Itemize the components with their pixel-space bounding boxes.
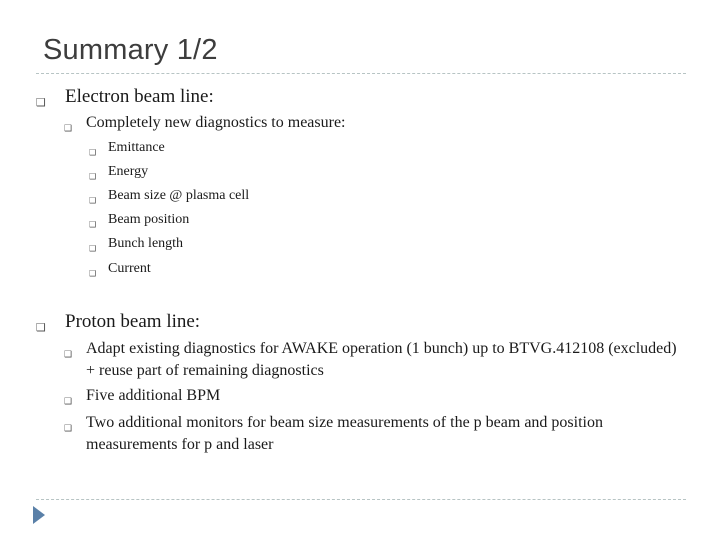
list-item-text: Energy	[108, 164, 149, 179]
bullet-icon: ❑	[36, 321, 46, 334]
list-item-text: Beam size @ plasma cell	[108, 188, 250, 203]
list-item	[89, 259, 151, 283]
title-divider	[36, 73, 686, 74]
list-item	[89, 210, 189, 234]
sub-item	[64, 385, 220, 413]
footer-divider	[36, 499, 686, 500]
bullet-icon: ❑	[89, 172, 97, 181]
list-item	[89, 186, 249, 210]
list-item	[89, 162, 148, 186]
list-item-text: Current	[108, 261, 151, 276]
bullet-icon: ❑	[36, 96, 46, 109]
list-item-text: Beam position	[108, 212, 190, 227]
bullet-icon: ❑	[89, 244, 97, 253]
list-item-text: Bunch length	[108, 236, 184, 251]
slide-title: Summary 1/2	[43, 34, 218, 66]
section-electron	[36, 85, 214, 115]
sub-item	[64, 338, 686, 382]
bullet-icon: ❑	[89, 148, 97, 157]
list-item	[89, 234, 183, 258]
sub-item	[64, 112, 346, 140]
section-heading: Electron beam line:	[65, 86, 214, 107]
bullet-icon: ❑	[64, 350, 73, 360]
list-item-text: Emittance	[108, 140, 165, 155]
sub-item-label: Completely new diagnostics to measure:	[86, 114, 346, 131]
section-proton	[36, 310, 200, 340]
sub-item-text: Two additional monitors for beam size measurements of the p beam and position measurements for p and laser	[86, 414, 603, 453]
sub-item-text: Five additional BPM	[86, 387, 221, 404]
triangle-right-icon[interactable]	[33, 506, 45, 524]
bullet-icon: ❑	[64, 397, 73, 407]
bullet-icon: ❑	[89, 220, 97, 229]
bullet-icon: ❑	[89, 196, 97, 205]
bullet-icon: ❑	[89, 269, 97, 278]
sub-item-text: Adapt existing diagnostics for AWAKE operation (1 bunch) up to BTVG.412108 (excluded) + reuse part of remaining diagnostics	[86, 340, 677, 379]
section-heading: Proton beam line:	[65, 311, 201, 332]
bullet-icon: ❑	[64, 124, 73, 134]
list-item	[89, 138, 165, 162]
sub-item	[64, 412, 686, 456]
bullet-icon: ❑	[64, 424, 73, 434]
